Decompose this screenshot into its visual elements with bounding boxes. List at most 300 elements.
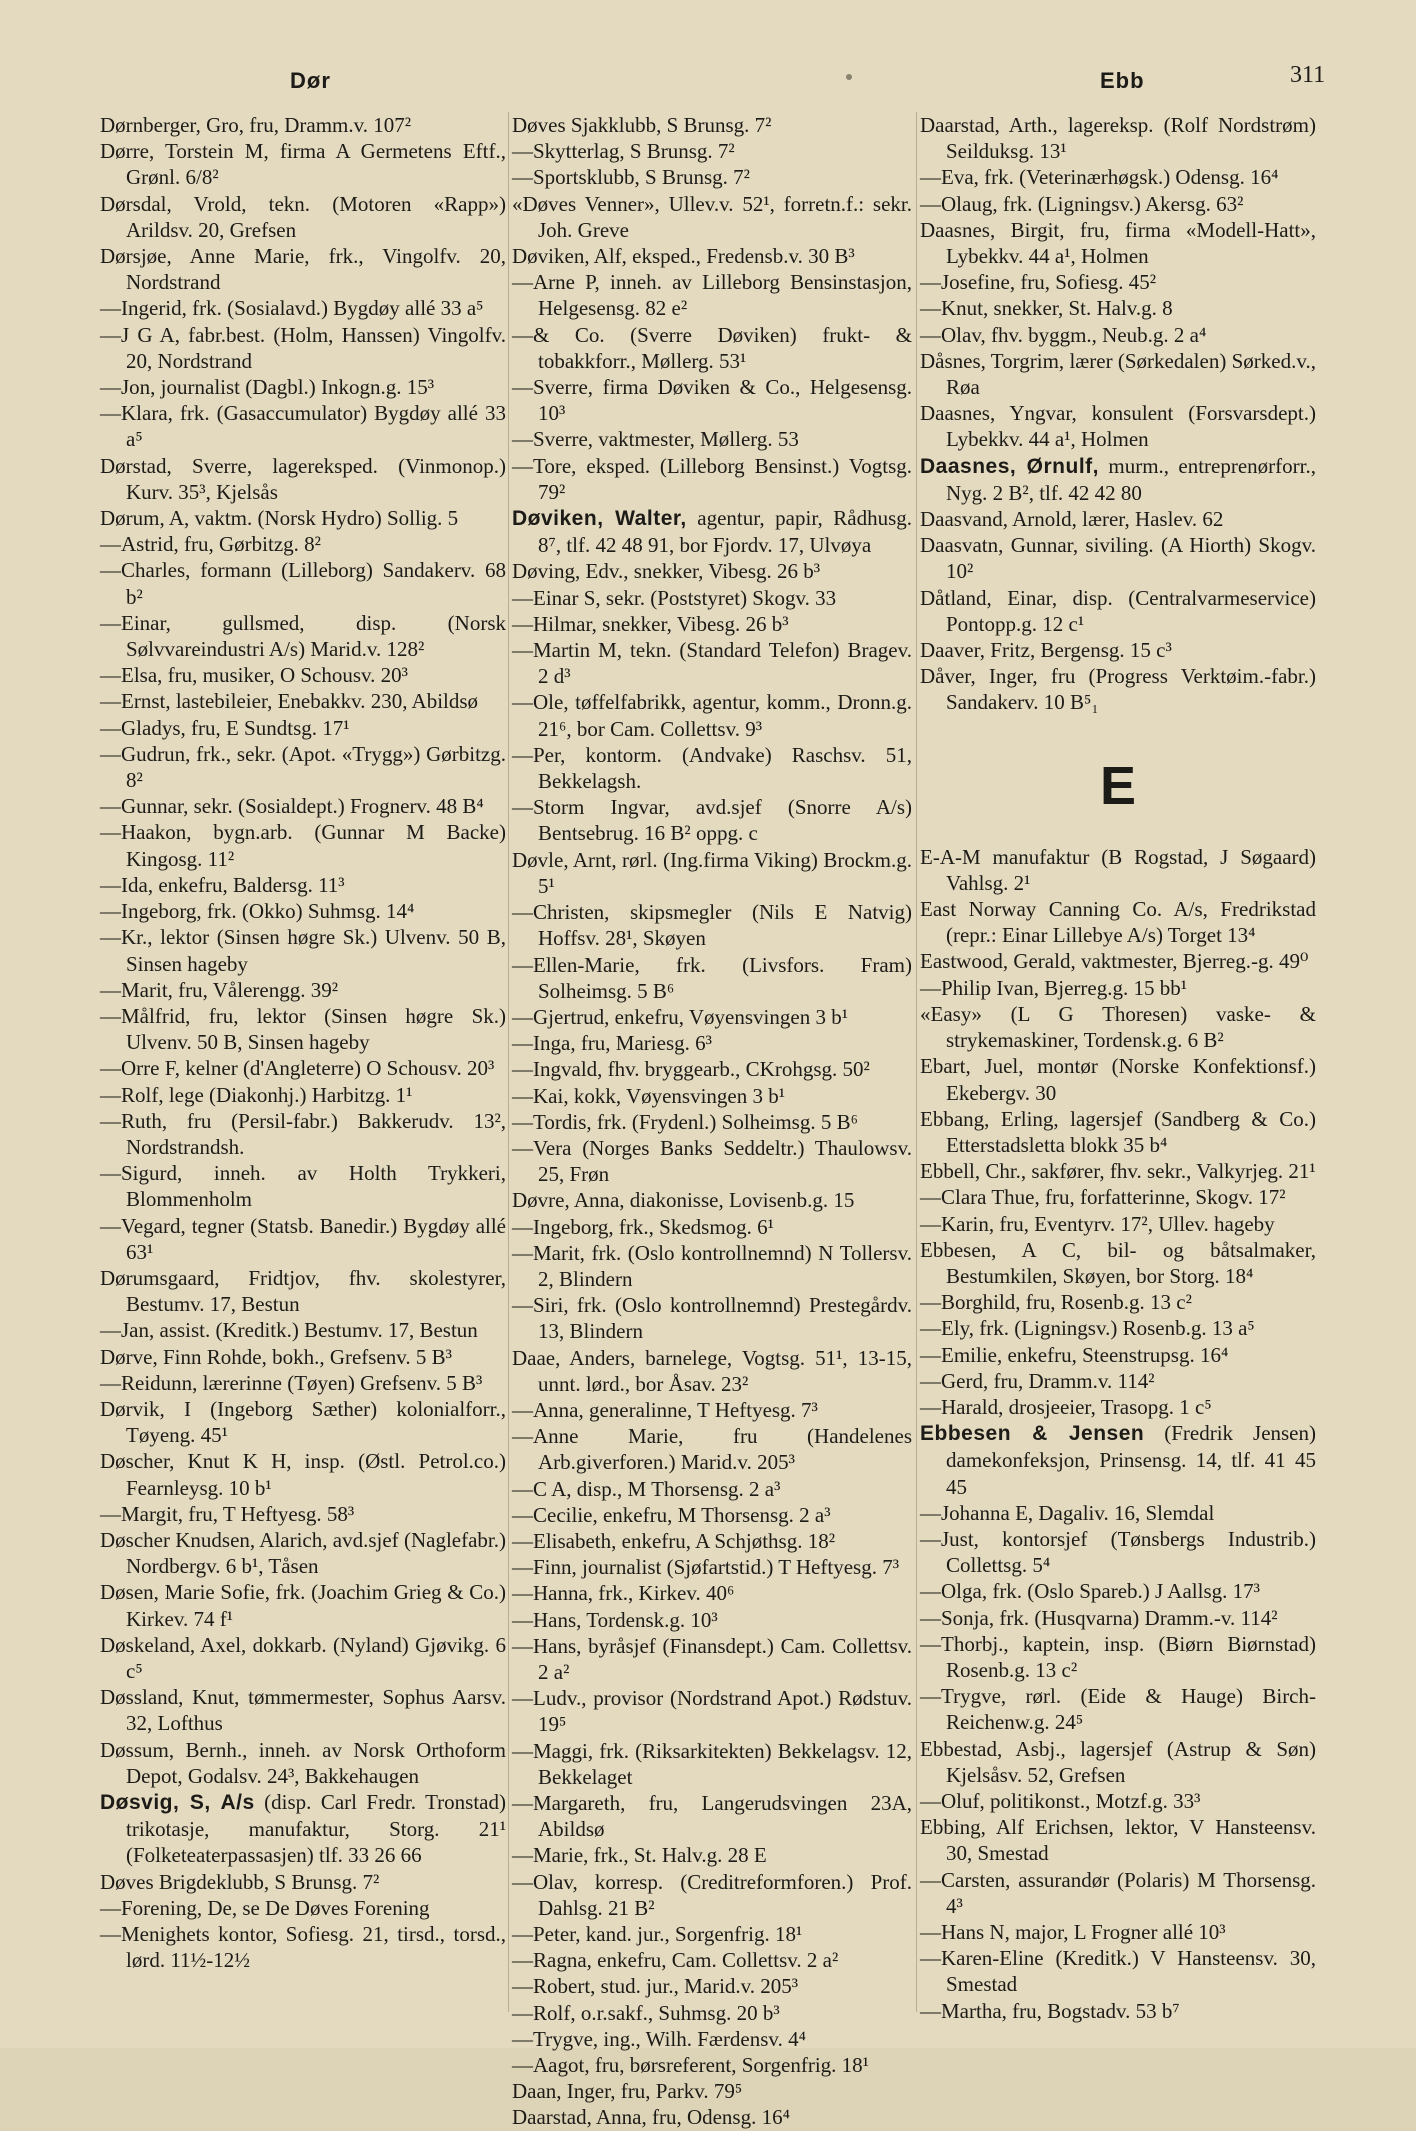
directory-entry bbox=[512, 847, 912, 899]
directory-entry bbox=[920, 112, 1316, 164]
entry-text: —Målfrid, fru, lektor (Sinsen høgre Sk.) Ulvenv. 50 B, Sinsen hageby bbox=[100, 1003, 506, 1055]
entry-text: agentur, papir, Rådhusg. 8⁷, tlf. 42 48 91, bor Fjordv. 17, Ulvøya bbox=[538, 506, 912, 558]
entry-text: —Jon, journalist (Dagbl.) Inkogn.g. 15³ bbox=[100, 375, 435, 400]
directory-entry bbox=[100, 741, 506, 793]
entry-text: —Tordis, frk. (Frydenl.) Solheimsg. 5 B⁶ bbox=[512, 1109, 858, 1134]
entry-text: —Olaug, frk. (Ligningsv.) Akersg. 63² bbox=[920, 191, 1244, 216]
entry-text: —Martha, fru, Bogstadv. 53 b⁷ bbox=[920, 1998, 1180, 2023]
directory-entry bbox=[920, 585, 1316, 637]
directory-entry bbox=[920, 1578, 1316, 1604]
directory-entry bbox=[920, 1919, 1316, 1945]
entry-text: —Cecilie, enkefru, M Thorsensg. 2 a³ bbox=[512, 1502, 831, 1527]
entry-text: —Ruth, fru (Persil-fabr.) Bakkerudv. 13², Nordstrandsh. bbox=[100, 1108, 506, 1159]
directory-entry bbox=[920, 1998, 1316, 2024]
entry-text: —Marie, frk., St. Halv.g. 28 E bbox=[512, 1843, 767, 1868]
entry-text: —Kai, kokk, Vøyensvingen 3 b¹ bbox=[512, 1083, 786, 1108]
directory-entry bbox=[920, 1342, 1316, 1368]
entry-text: —Margit, fru, T Heftyesg. 58³ bbox=[100, 1501, 355, 1526]
entry-text: —Arne P, inneh. av Lilleborg Bensinstasjon, Helgesensg. 82 e² bbox=[512, 270, 912, 321]
directory-entry bbox=[512, 794, 912, 846]
directory-entry bbox=[512, 322, 912, 374]
entry-text: —Olav, korresp. (Creditreformforen.) Prof. Dahlsg. 21 B² bbox=[512, 1869, 912, 1920]
directory-entry bbox=[920, 1368, 1316, 1394]
entry-text: —Maggi, frk. (Riksarkitekten) Bekkelagsv. 12, Bekkelaget bbox=[512, 1738, 912, 1789]
directory-entry bbox=[512, 637, 912, 689]
directory-entry bbox=[512, 1607, 912, 1633]
entry-text: —Gunnar, sekr. (Sosialdept.) Frognerv. 48 B⁴ bbox=[100, 794, 484, 819]
column-3-lower bbox=[920, 844, 1316, 2024]
directory-entry bbox=[100, 977, 506, 1003]
entry-text: —C A, disp., M Thorsensg. 2 a³ bbox=[512, 1476, 781, 1501]
directory-entry bbox=[100, 557, 506, 609]
directory-entry bbox=[512, 689, 912, 741]
entry-text: Ebbesen, A C, bil- og båtsalmaker, Bestumkilen, Skøyen, bor Storg. 18⁴ bbox=[920, 1237, 1316, 1288]
entry-text: —Siri, frk. (Oslo kontrollnemnd) Prestegårdv. 13, Blindern bbox=[512, 1293, 912, 1344]
directory-entry bbox=[100, 1082, 506, 1108]
directory-entry bbox=[100, 872, 506, 898]
directory-entry bbox=[920, 1736, 1316, 1788]
entry-text: Daasnes, Birgit, fru, firma «Modell-Hatt», Lybekkv. 44 a¹, Holmen bbox=[920, 217, 1316, 269]
entry-text: —Elisabeth, enkefru, A Schjøthsg. 18² bbox=[512, 1528, 836, 1553]
print-dot bbox=[846, 74, 852, 80]
directory-entry bbox=[100, 1921, 506, 1973]
entry-text: Dørstad, Sverre, lagereksped. (Vinmonop.) Kurv. 35³, Kjelsås bbox=[100, 453, 506, 504]
directory-entry bbox=[100, 243, 506, 295]
entry-text: —Josefine, fru, Sofiesg. 45² bbox=[920, 270, 1157, 295]
entry-text: —Margareth, fru, Langerudsvingen 23A, Abildsø bbox=[512, 1791, 912, 1842]
entry-text: —Sonja, frk. (Husqvarna) Dramm.-v. 114² bbox=[920, 1605, 1278, 1630]
entry-name-bold: Døsvig, S, A/s bbox=[100, 1791, 255, 1814]
directory-entry bbox=[920, 844, 1316, 896]
directory-entry bbox=[512, 1685, 912, 1737]
entry-text: —Elsa, fru, musiker, O Schousv. 20³ bbox=[100, 663, 408, 688]
entry-text: —Hanna, frk., Kirkev. 40⁶ bbox=[512, 1581, 735, 1606]
column-rule-2 bbox=[916, 112, 917, 2012]
entry-text: «Easy» (L G Thoresen) vaske- & strykemaskiner, Tordensk.g. 6 B² bbox=[920, 1001, 1316, 1053]
entry-text: —Olga, frk. (Oslo Spareb.) J Aallsg. 17³ bbox=[920, 1579, 1260, 1604]
directory-entry bbox=[512, 1397, 912, 1423]
directory-entry bbox=[920, 400, 1316, 452]
entry-text: —Trygve, ing., Wilh. Færdensv. 4⁴ bbox=[512, 2026, 806, 2051]
directory-entry bbox=[100, 1396, 506, 1448]
entry-text: —Ingeborg, frk. (Okko) Suhmsg. 14⁴ bbox=[100, 899, 415, 924]
directory-entry bbox=[100, 374, 506, 400]
entry-text: —Emilie, enkefru, Steenstrupsg. 16⁴ bbox=[920, 1342, 1229, 1367]
directory-entry bbox=[512, 1947, 912, 1973]
entry-text: —Ellen-Marie, frk. (Livsfors. Fram) Solheimsg. 5 B⁶ bbox=[512, 952, 912, 1003]
entry-text: —Ernst, lastebileier, Enebakkv. 230, Abildsø bbox=[100, 689, 479, 714]
directory-entry bbox=[920, 663, 1316, 715]
entry-text: —Gladys, fru, E Sundtsg. 17¹ bbox=[100, 715, 350, 740]
entry-text: Døssum, Bernh., inneh. av Norsk Orthoform Depot, Godalsv. 24³, Bakkehaugen bbox=[100, 1737, 506, 1788]
directory-entry bbox=[920, 1158, 1316, 1184]
directory-entry bbox=[512, 269, 912, 321]
directory-entry bbox=[100, 1344, 506, 1370]
directory-entry bbox=[920, 1526, 1316, 1578]
directory-entry bbox=[920, 1184, 1316, 1210]
entry-text: Dørve, Finn Rohde, bokh., Grefsenv. 5 B³ bbox=[100, 1344, 452, 1369]
column-3 bbox=[920, 112, 1316, 2024]
directory-entry bbox=[920, 191, 1316, 217]
directory-entry bbox=[100, 295, 506, 321]
directory-entry bbox=[512, 112, 912, 138]
directory-entry bbox=[100, 1160, 506, 1212]
entry-text: Daasvand, Arnold, lærer, Haslev. 62 bbox=[920, 507, 1224, 532]
column-2 bbox=[512, 112, 912, 2131]
entry-text: Ebbell, Chr., sakfører, fhv. sekr., Valkyrjeg. 21¹ bbox=[920, 1159, 1316, 1184]
directory-entry bbox=[100, 924, 506, 976]
entry-text: —Martin M, tekn. (Standard Telefon) Bragev. 2 d³ bbox=[512, 638, 912, 689]
directory-entry bbox=[512, 1056, 912, 1082]
entry-text: Dørnberger, Gro, fru, Dramm.v. 107² bbox=[100, 113, 412, 137]
entry-text: —Ely, frk. (Ligningsv.) Rosenb.g. 13 a⁵ bbox=[920, 1316, 1255, 1341]
page-number: 311 bbox=[1290, 62, 1326, 88]
entry-text: Døsen, Marie Sofie, frk. (Joachim Grieg & Co.) Kirkev. 74 f¹ bbox=[100, 1580, 506, 1631]
entry-text: —Ingerid, frk. (Sosialavd.) Bygdøy allé 33 a⁵ bbox=[100, 296, 484, 321]
entry-text: —Forening, De, se De Døves Forening bbox=[100, 1895, 430, 1920]
directory-entry bbox=[512, 426, 912, 452]
entry-text: Døssland, Knut, tømmermester, Sophus Aarsv. 32, Lofthus bbox=[100, 1685, 506, 1736]
entry-text: Dørvik, I (Ingeborg Sæther) kolonialforr., Tøyeng. 45¹ bbox=[100, 1396, 506, 1448]
entry-text: —Hilmar, snekker, Vibesg. 26 b³ bbox=[512, 611, 789, 636]
section-letter: E bbox=[1099, 755, 1137, 816]
directory-entry bbox=[512, 558, 912, 584]
directory-entry bbox=[100, 1003, 506, 1055]
directory-entry bbox=[920, 1289, 1316, 1315]
directory-entry bbox=[512, 2000, 912, 2026]
directory-entry bbox=[512, 1083, 912, 1109]
entry-name-bold: Ebbesen & Jensen bbox=[920, 1422, 1145, 1446]
directory-entry bbox=[100, 1501, 506, 1527]
directory-entry bbox=[512, 1187, 912, 1213]
column-rule-1 bbox=[508, 112, 509, 2012]
entry-text: —Sverre, firma Døviken & Co., Helgesensg. 10³ bbox=[512, 375, 912, 426]
entry-text: Ebbestad, Asbj., lagersjef (Astrup & Søn) Kjelsåsv. 52, Grefsen bbox=[920, 1736, 1316, 1787]
entry-text: Daarstad, Anna, fru, Odensg. 16⁴ bbox=[512, 2105, 790, 2130]
directory-entry bbox=[512, 1345, 912, 1397]
entry-text: —Aagot, fru, børsreferent, Sorgenfrig. 18¹ bbox=[512, 2053, 869, 2078]
directory-entry bbox=[512, 611, 912, 637]
directory-entry bbox=[100, 112, 506, 138]
entry-text: Døviken, Alf, eksped., Fredensb.v. 30 B³ bbox=[512, 244, 855, 269]
directory-entry bbox=[512, 1109, 912, 1135]
entry-text: (Fredrik Jensen) damekonfeksjon, Prinsensg. 14, tlf. 41 45 45 bbox=[946, 1421, 1316, 1499]
entry-text: —Per, kontorm. (Andvake) Raschsv. 51, Bekkelagsh. bbox=[512, 742, 912, 794]
entry-text: Daarstad, Arth., lagereksp. (Rolf Nordstrøm) Seilduksg. 13¹ bbox=[920, 113, 1316, 164]
directory-entry bbox=[512, 1633, 912, 1685]
entry-text: Eastwood, Gerald, vaktmester, Bjerreg.-g. 49⁰ bbox=[920, 949, 1309, 974]
entry-text: Ebbang, Erling, lagersjef (Sandberg & Co.) Etterstadsletta blokk 35 b⁴ bbox=[920, 1106, 1316, 1157]
directory-entry bbox=[920, 322, 1316, 348]
entry-text: Dåver, Inger, fru (Progress Verktøim.-fabr.) Sandakerv. 10 B⁵₁ bbox=[920, 664, 1316, 715]
entry-text: —Trygve, rørl. (Eide & Hauge) Birch-Reichenw.g. 24⁵ bbox=[920, 1684, 1316, 1735]
directory-entry bbox=[512, 1842, 912, 1868]
entry-text: Døves Sjakklubb, S Brunsg. 7² bbox=[512, 113, 772, 137]
directory-entry bbox=[100, 453, 506, 505]
directory-entry bbox=[920, 896, 1316, 948]
entry-text: —Reidunn, lærerinne (Tøyen) Grefsenv. 5 B³ bbox=[100, 1370, 483, 1395]
entry-text: East Norway Canning Co. A/s, Fredrikstad (repr.: Einar Lillebye A/s) Torget 13⁴ bbox=[920, 897, 1316, 948]
entry-text: —Peter, kand. jur., Sorgenfrig. 18¹ bbox=[512, 1922, 803, 1947]
directory-entry bbox=[512, 1790, 912, 1842]
entry-text: Døscher Knudsen, Alarich, avd.sjef (Naglefabr.) Nordbergv. 6 b¹, Tåsen bbox=[100, 1527, 506, 1579]
entry-text: —Just, kontorsjef (Tønsbergs Industrib.) Collettsg. 5⁴ bbox=[920, 1526, 1316, 1578]
entry-text: —Gerd, fru, Dramm.v. 114² bbox=[920, 1368, 1155, 1393]
entry-text: Dåsnes, Torgrim, lærer (Sørkedalen) Sørked.v., Røa bbox=[920, 348, 1316, 400]
entry-text: —Einar, gullsmed, disp. (Norsk Sølvvareindustri A/s) Marid.v. 128² bbox=[100, 610, 506, 662]
entry-text: —Sportsklubb, S Brunsg. 7² bbox=[512, 165, 750, 190]
entry-text: —Clara Thue, fru, forfatterinne, Skogv. 17² bbox=[920, 1185, 1286, 1210]
directory-entry bbox=[512, 138, 912, 164]
directory-entry bbox=[920, 1394, 1316, 1420]
directory-entry bbox=[100, 138, 506, 190]
entry-text: Dørre, Torstein M, firma A Germetens Eftf., Grønl. 6/8² bbox=[100, 139, 506, 190]
directory-entry bbox=[920, 1315, 1316, 1341]
entry-text: —Hans N, major, L Frogner allé 10³ bbox=[920, 1920, 1226, 1944]
directory-entry bbox=[512, 1214, 912, 1240]
directory-entry bbox=[512, 505, 912, 558]
entry-text: murm., entreprenørforr., Nyg. 2 B², tlf. 42 42 80 bbox=[946, 453, 1316, 505]
entry-text: —Ida, enkefru, Baldersg. 11³ bbox=[100, 872, 345, 897]
directory-entry bbox=[100, 1317, 506, 1343]
directory-entry bbox=[920, 637, 1316, 663]
entry-text: —Klara, frk. (Gasaccumulator) Bygdøy allé 33 a⁵ bbox=[100, 401, 506, 452]
directory-entry bbox=[100, 1579, 506, 1631]
entry-text: —Ludv., provisor (Nordstrand Apot.) Rødstuv. 19⁵ bbox=[512, 1686, 912, 1737]
entry-name-bold: Døviken, Walter, bbox=[512, 507, 687, 531]
directory-entry bbox=[512, 1502, 912, 1528]
entry-text: Ebbing, Alf Erichsen, lektor, V Hansteensv. 30, Smestad bbox=[920, 1815, 1316, 1866]
entry-text: —Storm Ingvar, avd.sjef (Snorre A/s) Bentsebrug. 16 B² oppg. c bbox=[512, 795, 912, 846]
entry-text: —Jan, assist. (Kreditk.) Bestumv. 17, Bestun bbox=[100, 1318, 478, 1343]
entry-text: —Karin, fru, Eventyrv. 17², Ullev. hageby bbox=[920, 1211, 1275, 1236]
entry-text: Ebart, Juel, montør (Norske Konfektionsf.) Ekebergv. 30 bbox=[920, 1054, 1316, 1105]
entry-text: Daasnes, Yngvar, konsulent (Forsvarsdept.) Lybekkv. 44 a¹, Holmen bbox=[920, 401, 1316, 452]
directory-entry bbox=[512, 742, 912, 794]
entry-text: —Vegard, tegner (Statsb. Banedir.) Bygdøy allé 63¹ bbox=[100, 1213, 506, 1264]
entry-text: —Carsten, assurandør (Polaris) M Thorsensg. 4³ bbox=[920, 1867, 1316, 1918]
directory-entry bbox=[920, 348, 1316, 400]
directory-entry bbox=[920, 295, 1316, 321]
entry-text: (disp. Carl Fredr. Tronstad) trikotasje, manufaktur, Storg. 21¹ (Folketeaterpassasjen) tlf. 33 26 66 bbox=[126, 1790, 506, 1868]
directory-entry bbox=[100, 531, 506, 557]
entry-text: —Olav, fhv. byggm., Neub.g. 2 a⁴ bbox=[920, 322, 1207, 347]
entry-text: —Menighets kontor, Sofiesg. 21, tirsd., torsd., lørd. 11½-12½ bbox=[100, 1922, 506, 1973]
directory-entry bbox=[512, 585, 912, 611]
entry-text: Daan, Inger, fru, Parkv. 79⁵ bbox=[512, 2079, 743, 2104]
entry-text: —Gudrun, frk., sekr. (Apot. «Trygg») Gørbitzg. 8² bbox=[100, 741, 506, 793]
directory-entry bbox=[100, 1684, 506, 1736]
entry-text: —Orre F, kelner (d'Angleterre) O Schousv. 20³ bbox=[100, 1056, 495, 1081]
entry-text: E-A-M manufaktur (B Rogstad, J Søgaard) Vahlsg. 2¹ bbox=[920, 844, 1316, 895]
entry-text: —Anna, generalinne, T Heftyesg. 7³ bbox=[512, 1397, 818, 1422]
directory-entry bbox=[100, 1448, 506, 1500]
entry-text: —Kr., lektor (Sinsen høgre Sk.) Ulvenv. 50 B, Sinsen hageby bbox=[100, 925, 506, 976]
entry-text: —Marit, fru, Vålerengg. 39² bbox=[100, 977, 339, 1002]
directory-entry bbox=[512, 453, 912, 505]
directory-entry bbox=[100, 1895, 506, 1921]
entry-text: —Inga, fru, Mariesg. 6³ bbox=[512, 1031, 712, 1056]
directory-entry bbox=[100, 1108, 506, 1160]
directory-entry bbox=[920, 1605, 1316, 1631]
entry-text: Døves Brigdeklubb, S Brunsg. 7² bbox=[100, 1869, 380, 1894]
entry-text: —Robert, stud. jur., Marid.v. 205³ bbox=[512, 1974, 799, 1999]
entry-text: —Ragna, enkefru, Cam. Collettsv. 2 a² bbox=[512, 1948, 839, 1973]
directory-entry bbox=[100, 505, 506, 531]
column-1 bbox=[100, 112, 506, 1973]
entry-text: —Vera (Norges Banks Seddeltr.) Thaulowsv. 25, Frøn bbox=[512, 1135, 912, 1187]
entry-text: Døvre, Anna, diakonisse, Lovisenb.g. 15 bbox=[512, 1188, 855, 1213]
directory-entry bbox=[920, 975, 1316, 1001]
directory-entry bbox=[100, 662, 506, 688]
entry-text: Døvle, Arnt, rørl. (Ing.firma Viking) Brockm.g. 5¹ bbox=[512, 847, 912, 898]
entry-text: Dørum, A, vaktm. (Norsk Hydro) Sollig. 5 bbox=[100, 506, 459, 531]
entry-text: —Astrid, fru, Gørbitzg. 8² bbox=[100, 532, 321, 557]
entry-text: —Thorbj., kaptein, insp. (Biørn Biørnstad) Rosenb.g. 13 c² bbox=[920, 1631, 1316, 1682]
entry-text: Dørsjøe, Anne Marie, frk., Vingolfv. 20, Nordstrand bbox=[100, 244, 506, 295]
directory-entry bbox=[920, 1211, 1316, 1237]
directory-entry bbox=[100, 322, 506, 374]
directory-entry bbox=[512, 1292, 912, 1344]
directory-entry bbox=[512, 2104, 912, 2130]
entry-text: —Hans, Tordensk.g. 10³ bbox=[512, 1607, 718, 1632]
entry-text: Døving, Edv., snekker, Vibesg. 26 b³ bbox=[512, 559, 821, 584]
directory-entry bbox=[920, 1053, 1316, 1105]
directory-entry bbox=[100, 191, 506, 243]
directory-entry bbox=[512, 1135, 912, 1187]
entry-text: —Knut, snekker, St. Halv.g. 8 bbox=[920, 296, 1173, 321]
directory-entry bbox=[512, 1030, 912, 1056]
entry-text: —Borghild, fru, Rosenb.g. 13 c² bbox=[920, 1290, 1192, 1315]
directory-entry bbox=[512, 1423, 912, 1475]
entry-text: —& Co. (Sverre Døviken) frukt- & tobakkforr., Møllerg. 53¹ bbox=[512, 322, 912, 373]
entry-text: —Ingeborg, frk., Skedsmog. 6¹ bbox=[512, 1214, 774, 1239]
directory-entry bbox=[920, 1001, 1316, 1053]
directory-entry bbox=[920, 1420, 1316, 1500]
entry-text: —Einar S, sekr. (Poststyret) Skogv. 33 bbox=[512, 585, 837, 610]
directory-entry bbox=[512, 1738, 912, 1790]
entry-text: —Hans, byråsjef (Finansdept.) Cam. Collettsv. 2 a² bbox=[512, 1633, 912, 1684]
directory-entry bbox=[512, 1240, 912, 1292]
directory-entry bbox=[512, 191, 912, 243]
entry-text: —Rolf, o.r.sakf., Suhmsg. 20 b³ bbox=[512, 2000, 780, 2025]
entry-text: Dørsdal, Vrold, tekn. (Motoren «Rapp») Arildsv. 20, Grefsen bbox=[100, 191, 506, 242]
directory-entry bbox=[920, 1683, 1316, 1735]
entry-text: —Eva, frk. (Veterinærhøgsk.) Odensg. 16⁴ bbox=[920, 165, 1279, 190]
directory-entry bbox=[512, 1528, 912, 1554]
directory-entry bbox=[100, 1370, 506, 1396]
directory-entry bbox=[100, 1055, 506, 1081]
directory-entry bbox=[920, 948, 1316, 974]
directory-entry bbox=[920, 269, 1316, 295]
entry-text: —Christen, skipsmegler (Nils E Natvig) Hoffsv. 28¹, Skøyen bbox=[512, 900, 912, 951]
directory-entry bbox=[920, 532, 1316, 584]
entry-text: —Rolf, lege (Diakonhj.) Harbitzg. 1¹ bbox=[100, 1082, 413, 1107]
entry-text: —Harald, drosjeeier, Trasopg. 1 c⁵ bbox=[920, 1394, 1212, 1419]
directory-entry bbox=[512, 164, 912, 190]
directory-entry bbox=[100, 688, 506, 714]
directory-entry bbox=[100, 1632, 506, 1684]
entry-text: Daaver, Fritz, Bergensg. 15 c³ bbox=[920, 638, 1172, 663]
directory-entry bbox=[100, 1869, 506, 1895]
directory-entry bbox=[100, 819, 506, 871]
running-header-right: Ebb bbox=[1100, 68, 1145, 93]
directory-entry bbox=[100, 1527, 506, 1579]
directory-entry bbox=[920, 217, 1316, 269]
directory-entry bbox=[920, 1814, 1316, 1866]
entry-text: Daasvatn, Gunnar, siviling. (A Hiorth) Skogv. 10² bbox=[920, 533, 1316, 584]
entry-text: «Døves Venner», Ullev.v. 52¹, forretn.f.: sekr. Joh. Greve bbox=[512, 191, 912, 242]
running-header-left: Dør bbox=[290, 68, 331, 93]
directory-entry bbox=[512, 899, 912, 951]
entry-text: —Haakon, bygn.arb. (Gunnar M Backe) Kingosg. 11² bbox=[100, 820, 506, 871]
directory-entry bbox=[100, 400, 506, 452]
directory-entry bbox=[100, 1265, 506, 1317]
entry-text: —Finn, journalist (Sjøfartstid.) T Heftyesg. 7³ bbox=[512, 1555, 899, 1580]
directory-entry bbox=[512, 2052, 912, 2078]
directory-entry bbox=[920, 1106, 1316, 1158]
entry-text: —Oluf, politikonst., Motzf.g. 33³ bbox=[920, 1788, 1201, 1813]
column-3-upper bbox=[920, 112, 1316, 716]
entry-text: Dørumsgaard, Fridtjov, fhv. skolestyrer, Bestumv. 17, Bestun bbox=[100, 1265, 506, 1317]
directory-entry bbox=[512, 374, 912, 426]
entry-text: —Skytterlag, S Brunsg. 7² bbox=[512, 139, 735, 164]
entry-text: Døskeland, Axel, dokkarb. (Nyland) Gjøvikg. 6 c⁵ bbox=[100, 1632, 506, 1683]
directory-entry bbox=[920, 1945, 1316, 1997]
entry-text: —Marit, frk. (Oslo kontrollnemnd) N Tollersv. 2, Blindern bbox=[512, 1240, 912, 1291]
entry-text: —Tore, eksped. (Lilleborg Bensinst.) Vogtsg. 79² bbox=[512, 453, 912, 504]
entry-text: —Charles, formann (Lilleborg) Sandakerv. 68 b² bbox=[100, 558, 506, 609]
directory-entry bbox=[920, 453, 1316, 506]
directory-entry bbox=[920, 164, 1316, 190]
entry-text: —Ingvald, fhv. bryggearb., CKrohgsg. 50² bbox=[512, 1057, 870, 1082]
directory-entry bbox=[100, 793, 506, 819]
directory-entry bbox=[920, 1788, 1316, 1814]
entry-text: —Karen-Eline (Kreditk.) V Hansteensv. 30, Smestad bbox=[920, 1946, 1316, 1997]
directory-entry bbox=[100, 715, 506, 741]
directory-entry bbox=[100, 1789, 506, 1869]
entry-text: —Johanna E, Dagaliv. 16, Slemdal bbox=[920, 1500, 1215, 1525]
entry-text: —Anne Marie, fru (Handelenes Arb.giverforen.) Marid.v. 205³ bbox=[512, 1424, 912, 1475]
directory-entry bbox=[512, 1921, 912, 1947]
entry-text: Dåtland, Einar, disp. (Centralvarmeservice) Pontopp.g. 12 c¹ bbox=[920, 585, 1316, 636]
directory-entry bbox=[920, 1631, 1316, 1683]
entry-text: Daae, Anders, barnelege, Vogtsg. 51¹, 13-15, unnt. lørd., bor Åsav. 23² bbox=[512, 1345, 912, 1396]
directory-entry bbox=[920, 1867, 1316, 1919]
entry-text: Døscher, Knut K H, insp. (Østl. Petrol.co.) Fearnleysg. 10 b¹ bbox=[100, 1449, 506, 1500]
directory-entry bbox=[512, 2026, 912, 2052]
directory-entry bbox=[512, 1973, 912, 1999]
directory-entry bbox=[512, 952, 912, 1004]
directory-entry bbox=[100, 610, 506, 662]
entry-text: —J G A, fabr.best. (Holm, Hanssen) Vingolfv. 20, Nordstrand bbox=[100, 322, 506, 373]
entry-text: —Ole, tøffelfabrikk, agentur, komm., Dronn.g. 21⁶, bor Cam. Collettsv. 9³ bbox=[512, 690, 912, 741]
directory-entry bbox=[100, 898, 506, 924]
directory-entry bbox=[920, 1237, 1316, 1289]
directory-entry bbox=[100, 1737, 506, 1789]
directory-entry bbox=[920, 506, 1316, 532]
entry-text: —Philip Ivan, Bjerreg.g. 15 bb¹ bbox=[920, 975, 1188, 1000]
directory-entry bbox=[920, 1500, 1316, 1526]
directory-entry bbox=[512, 1869, 912, 1921]
directory-entry bbox=[512, 1476, 912, 1502]
entry-text: —Gjertrud, enkefru, Vøyensvingen 3 b¹ bbox=[512, 1004, 848, 1029]
entry-text: —Sverre, vaktmester, Møllerg. 53 bbox=[512, 427, 799, 452]
directory-entry bbox=[512, 1580, 912, 1606]
directory-entry bbox=[512, 1004, 912, 1030]
directory-entry bbox=[512, 1554, 912, 1580]
entry-name-bold: Daasnes, Ørnulf, bbox=[920, 454, 1099, 478]
